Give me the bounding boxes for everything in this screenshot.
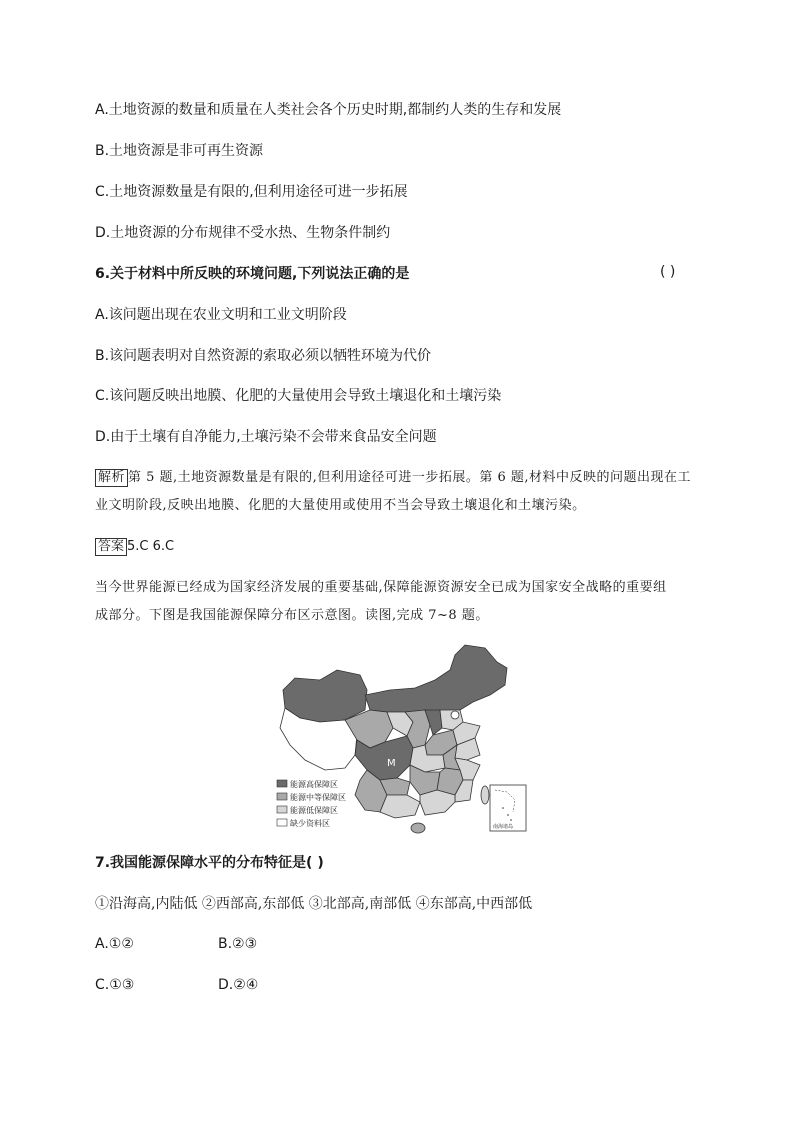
q5-option-c: C.土地资源数量是有限的,但利用途径可进一步拓展 [95,184,408,200]
q5-option-a: A.土地资源的数量和质量在人类社会各个历史时期,都制约人类的生存和发展 [95,102,562,118]
analysis-line-2: 业文明阶段,反映出地膜、化肥的大量使用或使用不当会导致土壤退化和土壤污染。 [95,498,586,513]
legend-label-none: 缺少资料区 [290,819,330,828]
legend-swatch-none [277,819,287,826]
q6-option-d: D.由于土壤有自净能力,土壤污染不会带来食品安全问题 [95,429,437,445]
answer-block [95,537,174,557]
q5-option-d: D.土地资源的分布规律不受水热、生物条件制约 [95,225,391,241]
analysis-block [95,464,705,520]
beijing-marker [451,711,459,719]
q7-statements: ①沿海高,内陆低 ②西部高,东部低 ③北部高,南部低 ④东部高,中西部低 [95,896,533,912]
region-northwest-high [283,670,367,722]
legend-label-medium: 能源中等保障区 [290,793,346,802]
q7-option-b: B.②③ [218,936,258,952]
region-hainan-medium [411,823,425,833]
region-taiwan-low [481,786,489,804]
inset-label: 南海诸岛 [493,824,514,830]
region-guangdong-low [420,790,455,815]
south-china-sea-inset [490,785,526,831]
q6-option-b: B.该问题表明对自然资源的索取必须以牺牲环境为代价 [95,348,432,364]
q6-answer-paren: ( ) [660,264,676,280]
answer-text: 5.C 6.C [127,539,175,554]
q7-option-d: D.②④ [218,977,259,993]
map-legend [277,779,346,828]
q6-stem: 6.关于材料中所反映的环境问题,下列说法正确的是 [95,266,410,282]
region-guangxi-low [380,795,420,818]
legend-label-low: 能源低保障区 [290,806,338,815]
q6-option-a: A.该问题出现在农业文明和工业文明阶段 [95,307,347,323]
legend-label-high: 能源高保障区 [290,780,338,789]
material-block [95,574,705,630]
region-north-high [365,645,507,712]
q7-stem: 7.我国能源保障水平的分布特征是( ) [95,855,324,871]
material-line-2: 成部分。下图是我国能源保障分布区示意图。读图,完成 7~8 题。 [95,608,489,623]
q7-option-c: C.①③ [95,977,135,993]
q6-option-c: C.该问题反映出地膜、化肥的大量使用会导致土壤退化和土壤污染 [95,388,502,404]
legend-swatch-medium [277,793,287,800]
legend-swatch-high [277,780,287,787]
energy-security-map [275,640,530,835]
q5-option-b: B.土地资源是非可再生资源 [95,143,264,159]
answer-tag: 答案 [95,538,127,556]
map-marker-m: M [387,758,396,769]
material-line-1: 当今世界能源已经成为国家经济发展的重要基础,保障能源资源安全已成为国家安全战略的重要组 [95,580,667,595]
q7-option-a: A.①② [95,936,134,952]
legend-swatch-low [277,806,287,813]
analysis-tag: 解析 [95,469,128,487]
analysis-line-1: 第 5 题,土地资源数量是有限的,但利用途径可进一步拓展。第 6 题,材料中反映的问题出现在工 [128,470,691,485]
